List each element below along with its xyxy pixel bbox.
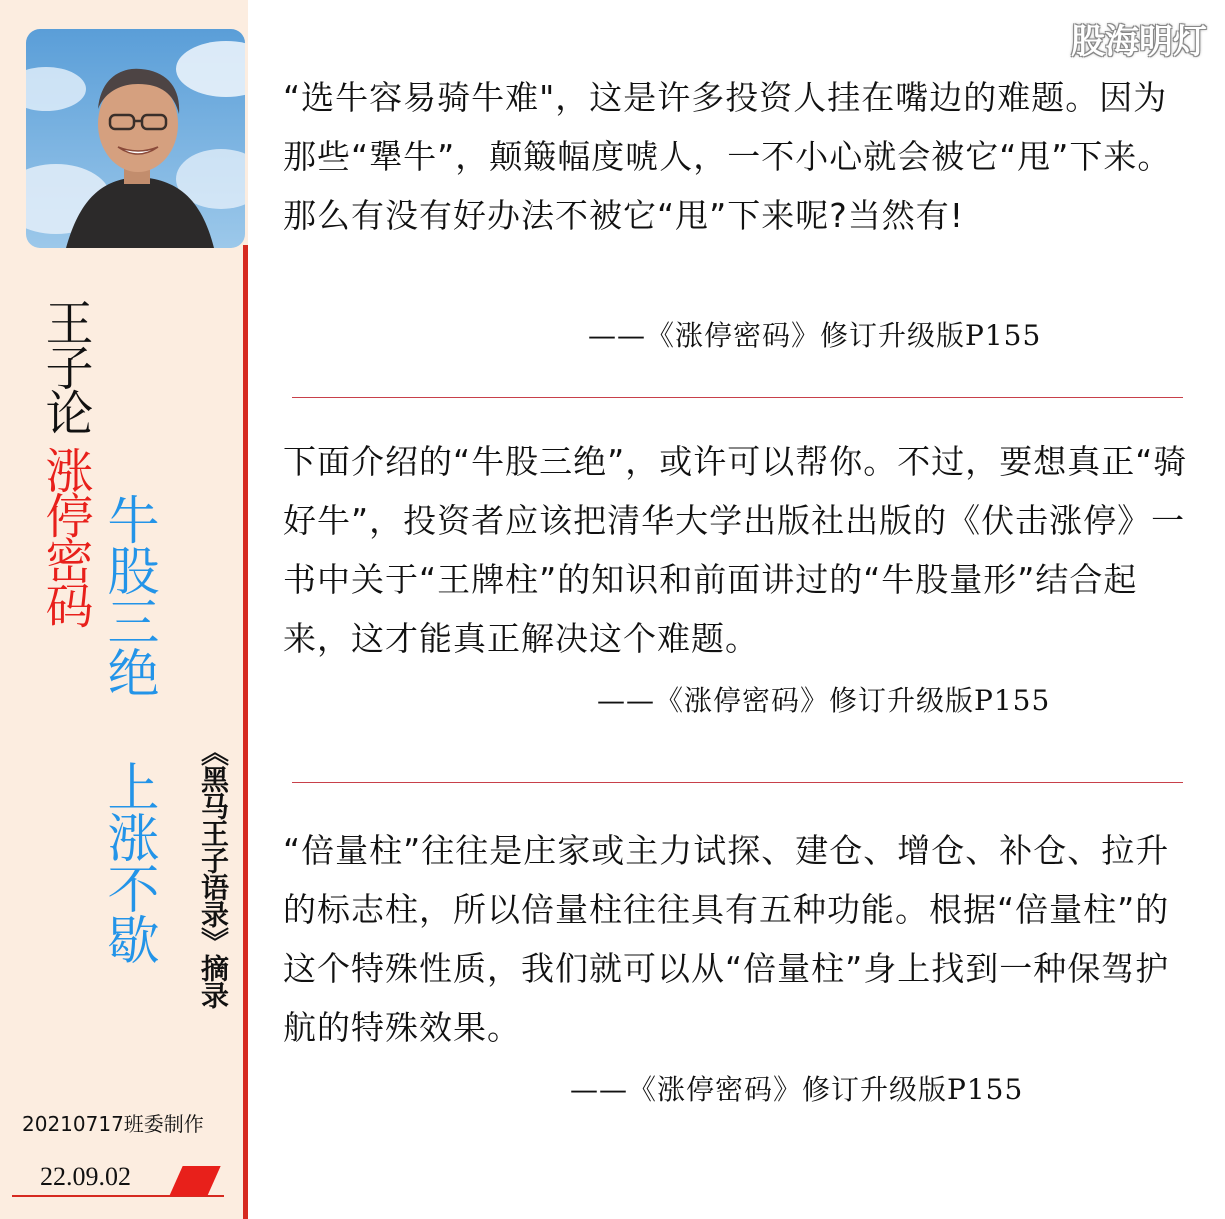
citation-2: ——《涨停密码》修订升级版P155 <box>597 684 1051 717</box>
title-black: 王子论 <box>37 298 93 433</box>
paragraph-3: “倍量柱”往往是庄家或主力试探、建仓、增仓、补仓、拉升的标志柱，所以倍量柱往往具有五种功能。根据“倍量柱”的这个特殊性质，我们就可以从“倍量柱”身上找到一种保驾护航的特殊效果。 <box>283 831 1170 1047</box>
separator-1 <box>292 397 1183 398</box>
subtitle-2: 上涨不歇 <box>98 760 158 964</box>
sidebar <box>0 0 248 1219</box>
date-red-slash <box>169 1166 220 1196</box>
citation-3: ——《涨停密码》修订升级版P155 <box>570 1073 1024 1106</box>
separator-2 <box>292 782 1183 783</box>
author-photo <box>26 29 245 248</box>
sidebar-red-rule <box>243 245 248 1219</box>
watermark-logo: 股海明灯 <box>1071 22 1207 62</box>
maker-label: 20210717班委制作 <box>22 1112 204 1136</box>
paragraph-2: 下面介绍的“牛股三绝”，或许可以帮你。不过，要想真正“骑好牛”，投资者应该把清华大学出版社出版的《伏击涨停》一书中关于“王牌柱”的知识和前面讲过的“牛股量形”结合起来，这才能真正解决这个难题。 <box>283 442 1188 658</box>
subtitle-1: 牛股三绝 <box>98 493 158 697</box>
citation-1: ——《涨停密码》修订升级版P155 <box>588 319 1042 352</box>
title-red: 涨停密码 <box>37 446 93 626</box>
paragraph-1: “选牛容易骑牛难"，这是许多投资人挂在嘴边的难题。因为那些“犟牛”，颠簸幅度唬人，一不小心就会被它“甩”下来。那么有没有好办法不被它“甩”下来呢?当然有! <box>283 78 1172 235</box>
date-label: 22.09.02 <box>40 1162 131 1191</box>
book-note: 《黑马王子语录》摘录 <box>197 738 230 1008</box>
